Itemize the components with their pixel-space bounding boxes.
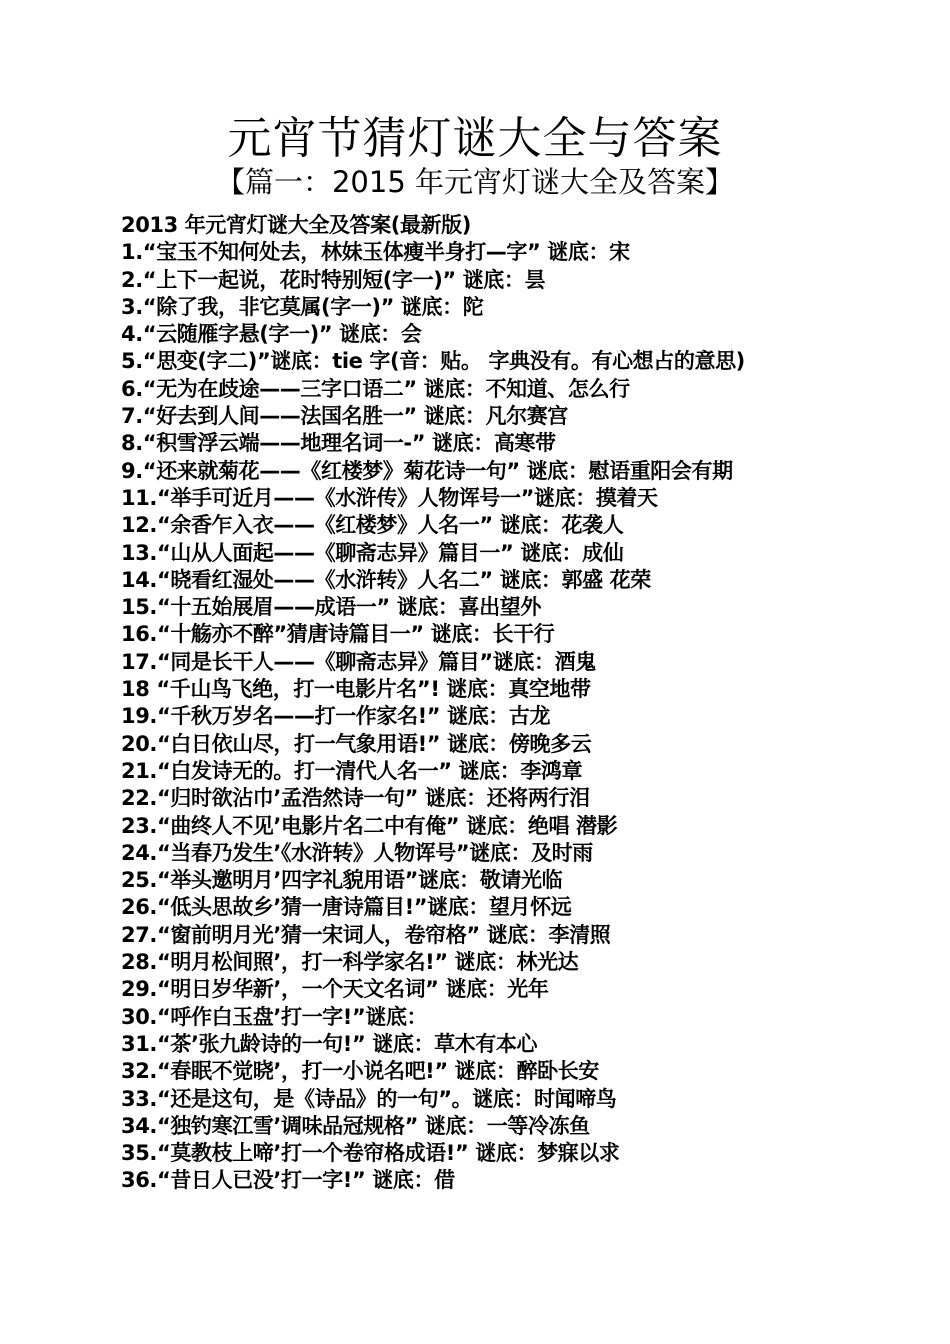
riddle-line: 15.“十五始展眉——成语一” 谜底：喜出望外 — [121, 595, 541, 620]
riddle-line: 1.“宝玉不知何处去，林妹玉体瘦半身打—字” 谜底：宋 — [121, 240, 630, 265]
riddle-line: 30.“呼作白玉盘’打一字!”谜底： — [121, 1004, 428, 1029]
riddle-line: 21.“白发诗无的。打一清代人名一” 谜底：李鸿章 — [121, 758, 583, 783]
riddle-line: 24.“当春乃发生’《水浒转》人物诨号”谜底：及时雨 — [121, 840, 593, 865]
riddle-line: 3.“除了我，非它莫属(字一)” 谜底：陀 — [121, 294, 484, 319]
riddle-line: 14.“晓看红湿处——《水浒转》人名二” 谜底：郭盛 花荣 — [121, 567, 651, 592]
riddle-line: 25.“举头邀明月’四字礼貌用语”谜底：敬请光临 — [121, 868, 563, 893]
riddle-line: 12.“余香乍入衣——《红楼梦》人名一” 谜底：花袭人 — [121, 513, 624, 538]
riddle-line: 34.“独钓寒江雪’调味品冠规格” 谜底：一等冷冻鱼 — [121, 1113, 590, 1138]
riddle-line: 6.“无为在歧途——三字口语二” 谜底：不知道、怎么行 — [121, 376, 630, 401]
riddle-line: 4.“云随雁字悬(字一)” 谜底：会 — [121, 322, 422, 347]
riddle-line: 18 “千山鸟飞绝，打一电影片名”! 谜底：真空地带 — [121, 677, 591, 702]
riddle-line: 16.“十觞亦不醉”猜唐诗篇目一” 谜底：长干行 — [121, 622, 555, 647]
riddle-line: 20.“白日依山尽，打一气象用语!” 谜底：傍晚多云 — [121, 731, 592, 756]
riddle-line: 32.“春眠不觉晓’，打一小说名吧!” 谜底：醉卧长安 — [121, 1059, 599, 1084]
riddle-line: 27.“窗前明月光’猜一宋词人，卷帘格” 谜底：李清照 — [121, 922, 611, 947]
riddle-line: 7.“好去到人间——法国名胜一” 谜底：凡尔赛宫 — [121, 404, 568, 429]
riddle-line: 17.“同是长干人——《聊斋志异》篇目”谜底：酒鬼 — [121, 649, 596, 674]
riddle-line: 31.“茶’张九龄诗的一句!” 谜底：草木有本心 — [121, 1031, 538, 1056]
riddle-line: 28.“明月松间照’，打一科学家名!” 谜底：林光达 — [121, 950, 579, 975]
riddle-list — [121, 212, 921, 1195]
document-title: 元宵节猜灯谜大全与答案 — [227, 113, 723, 164]
document-subtitle: 【篇一：2015 年元宵灯谜大全及答案】 — [215, 165, 735, 199]
riddle-line: 9.“还来就菊花——《红楼梦》菊花诗一句” 谜底：慰语重阳会有期 — [121, 458, 733, 483]
riddle-line: 26.“低头思故乡’猜一唐诗篇目!”谜底：望月怀远 — [121, 895, 572, 920]
riddle-line: 35.“莫教枝上啼’打一个卷帘格成语!” 谜底：梦寐以求 — [121, 1141, 620, 1166]
riddle-line: 23.“曲终人不见’电影片名二中有俺” 谜底：绝唱 潜影 — [121, 813, 618, 838]
riddle-line: 22.“归时欲沾巾’孟浩然诗一句” 谜底：还将两行泪 — [121, 786, 590, 811]
riddle-line: 33.“还是这句，是《诗品》的一句”。谜底：时闻啼鸟 — [121, 1086, 617, 1111]
section-heading: 2013 年元宵灯谜大全及答案(最新版) — [121, 213, 471, 237]
riddle-line: 11.“举手可近月——《水浒传》人物诨号一”谜底：摸着天 — [121, 485, 658, 510]
riddle-line: 2.“上下一起说，花时特别短(字一)” 谜底：昙 — [121, 267, 546, 292]
riddle-line: 29.“明日岁华新’，一个天文名词” 谜底：光年 — [121, 977, 549, 1002]
riddle-line: 8.“积雪浮云端——地理名词一-” 谜底：高寒带 — [121, 431, 556, 456]
riddle-line: 13.“山从人面起——《聊斋志异》篇目一” 谜底：成仙 — [121, 540, 624, 565]
riddle-line: 5.“思变(字二)”谜底：tie 字(音：贴。 字典没有。有心想占的意思) — [121, 349, 745, 374]
riddle-line: 19.“千秋万岁名——打一作家名!” 谜底：古龙 — [121, 704, 551, 729]
riddle-line: 36.“昔日人已没’打一字!” 谜底：借 — [121, 1168, 455, 1193]
